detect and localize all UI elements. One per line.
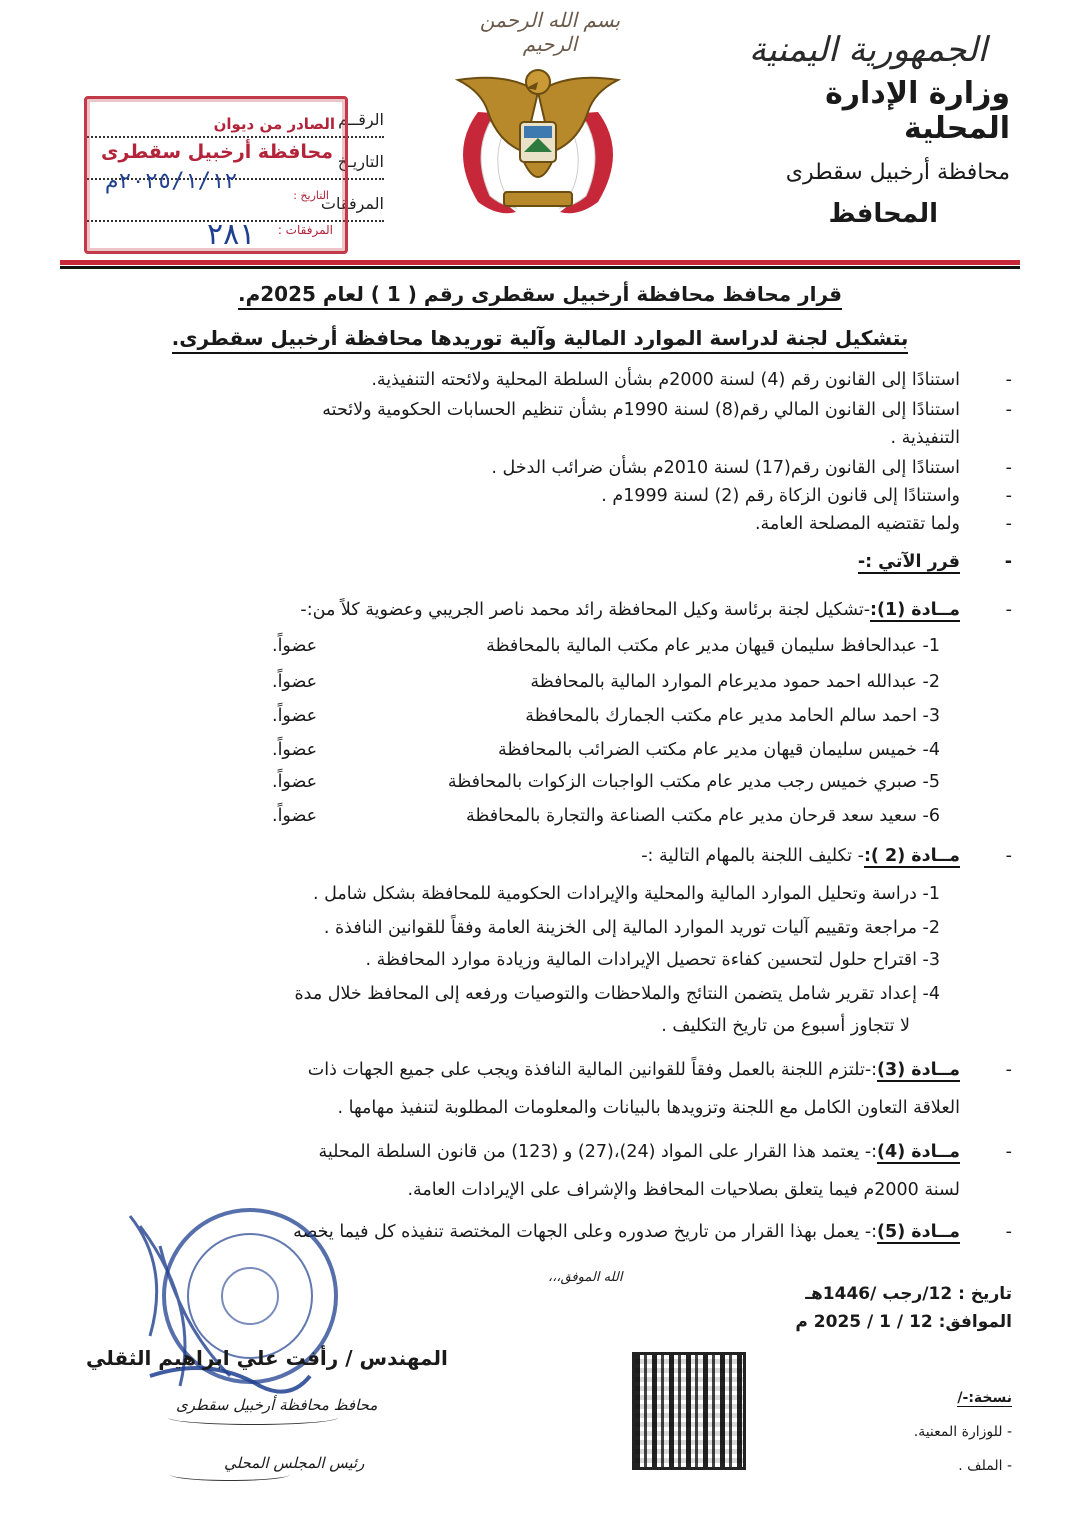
member-row: 2- عبدالله احمد حمود مديرعام الموارد المالية بالمحافظة bbox=[530, 672, 940, 692]
closing-phrase: الله الموفق،،، bbox=[548, 1270, 623, 1285]
member-role: عضواً. bbox=[272, 706, 318, 726]
header-block bbox=[718, 30, 1018, 229]
stamp-number: ٢٨١ bbox=[207, 217, 256, 252]
qr-code-icon bbox=[632, 1352, 746, 1470]
ref-number-label: الرقــم bbox=[338, 110, 384, 129]
member-role: عضواً. bbox=[272, 636, 318, 656]
official-seal-icon bbox=[110, 1186, 340, 1416]
preamble-item: - استنادًا إلى القانون رقم (4) لسنة 2000م بشأن السلطة المحلية ولائحته التنفيذية. bbox=[371, 370, 1012, 390]
gregorian-date: الموافق: 12 / 1 / 2025 م bbox=[795, 1312, 1012, 1332]
article-3-text: :-تلتزم اللجنة بالعمل وفقاً للقوانين المالية النافذة ويجب على جميع الجهات ذات bbox=[307, 1060, 878, 1080]
preamble-item-cont: التنفيذية . bbox=[890, 428, 960, 448]
task-row: 4- إعداد تقرير شامل يتضمن النتائج والملاحظات والتوصيات ورفعه إلى المحافظ خلال مدة bbox=[294, 984, 940, 1004]
signature-stroke bbox=[170, 1468, 290, 1481]
ref-date-label: التاريـخ bbox=[337, 152, 384, 171]
header-divider-red bbox=[60, 260, 1020, 265]
member-row: 1- عبدالحافظ سليمان قيهان مدير عام مكتب المالية بالمحافظة bbox=[486, 636, 940, 656]
article-4-continuation: لسنة 2000م فيما يتعلق بصلاحيات المحافظ والإشراف على الإيرادات العامة. bbox=[407, 1180, 960, 1200]
signatory-name: المهندس / رأفت علي ابراهيم الثقلي bbox=[86, 1346, 448, 1370]
signatory-title-governor: محافظ محافظة أرخبيل سقطرى bbox=[176, 1396, 378, 1414]
signatory-title-council: رئيس المجلس المحلي bbox=[224, 1454, 365, 1472]
article-2-label: مــادة (2 ): bbox=[863, 846, 960, 866]
yemen-eagle-emblem-icon bbox=[438, 52, 638, 224]
article-4-text: :- يعتمد هذا القرار على المواد (24)،(27) و (123) من قانون السلطة المحلية bbox=[318, 1142, 878, 1162]
article-4: - مــادة (4):- يعتمد هذا القرار على المواد (24)،(27) و (123) من قانون السلطة المحلية bbox=[318, 1142, 1012, 1162]
stamp-attachments-label: المرفقات : bbox=[277, 223, 333, 237]
header-divider-black bbox=[60, 266, 1020, 269]
task-row: 2- مراجعة وتقييم آليات توريد الموارد المالية إلى الخزينة العامة وفقاً للقوانين النافذة . bbox=[323, 918, 940, 938]
stamp-date-value: ٢٠٢٥/١/١٢م bbox=[105, 169, 238, 194]
task-4-continuation: لا تتجاوز أسبوع من تاريخ التكليف . bbox=[661, 1016, 910, 1036]
article-5: - مــادة (5):- يعمل بهذا القرار من تاريخ صدوره وعلى الجهات المختصة تنفيذه كل فيما يخصه bbox=[293, 1222, 1012, 1242]
stamp-governorate: محافظة أرخبيل سقطرى bbox=[100, 141, 333, 163]
task-row: 1- دراسة وتحليل الموارد المالية والمحلية والإيرادات الحكومية للمحافظة بشكل شامل . bbox=[313, 884, 940, 904]
member-row: 6- سعيد سعد قرحان مدير عام مكتب الصناعة والتجارة بالمحافظة bbox=[466, 806, 940, 826]
registry-stamp bbox=[84, 96, 348, 254]
office-title: المحافظ bbox=[828, 199, 938, 229]
member-row: 3- احمد سالم الحامد مدير عام مكتب الجمارك بالمحافظة bbox=[525, 706, 940, 726]
governorate-name: محافظة أرخبيل سقطرى bbox=[785, 160, 1010, 185]
basmala: بسم الله الرحمن الرحيم bbox=[479, 8, 621, 56]
article-3: - مــادة (3):-تلتزم اللجنة بالعمل وفقاً للقوانين المالية النافذة ويجب على جميع الجهات ذات bbox=[307, 1060, 1012, 1080]
stamp-date-label: التاريخ : bbox=[293, 189, 329, 202]
article-3-continuation: العلاقة التعاون الكامل مع اللجنة وتزويدها بالبيانات والمعلومات المطلوبة لتنفيذ مهامها . bbox=[337, 1098, 960, 1118]
stamp-issuer: الصادر من ديوان bbox=[213, 115, 335, 133]
decision-title: قرار محافظ محافظة أرخبيل سقطرى رقم ( 1 ) لعام 2025م. bbox=[60, 282, 1020, 306]
preamble-item: - استنادًا إلى القانون رقم(17) لسنة 2010م بشأن ضرائب الدخل . bbox=[491, 458, 1012, 478]
copies-label: نسخة:-/ bbox=[957, 1390, 1012, 1406]
article-1-text: -تشكيل لجنة برئاسة وكيل المحافظة رائد محمد ناصر الجريبي وعضوية كلاً من:- bbox=[300, 600, 871, 620]
member-role: عضواً. bbox=[272, 740, 318, 760]
decision-subject: بتشكيل لجنة لدراسة الموارد المالية وآلية توريدها محافظة أرخبيل سقطرى. bbox=[60, 326, 1020, 350]
member-row: 5- صبري خميس رجب مدير عام مكتب الواجبات الزكوات بالمحافظة bbox=[447, 772, 940, 792]
article-3-label: مــادة (3) bbox=[877, 1060, 960, 1080]
preamble-item: - واستنادًا إلى قانون الزكاة رقم (2) لسنة 1999م . bbox=[601, 486, 1012, 506]
task-row: 3- اقتراح حلول لتحسين كفاءة تحصيل الإيرادات المالية وزيادة موارد المحافظة . bbox=[365, 950, 940, 970]
preamble-item: - استنادًا إلى القانون المالي رقم(8) لسنة 1990م بشأن تنظيم الحسابات الحكومية ولائحته bbox=[322, 400, 1012, 420]
country-name: الجمهورية اليمنية bbox=[748, 30, 988, 70]
member-role: عضواً. bbox=[272, 806, 318, 826]
decided-heading: - قرر الآتي :- bbox=[857, 552, 1012, 572]
ministry-name: وزارة الإدارة المحلية bbox=[825, 76, 1010, 146]
article-5-label: مــادة (5) bbox=[877, 1222, 960, 1242]
ref-attachments-label: المرفقات bbox=[320, 194, 384, 213]
member-role: عضواً. bbox=[272, 772, 318, 792]
article-5-text: :- يعمل بهذا القرار من تاريخ صدوره وعلى الجهات المختصة تنفيذه كل فيما يخصه bbox=[293, 1222, 878, 1242]
hijri-date: تاريخ : 12/رجب /1446هـ bbox=[805, 1284, 1012, 1304]
signature-stroke bbox=[168, 1410, 338, 1425]
copy-recipient: - للوزارة المعنية. bbox=[913, 1424, 1012, 1440]
member-row: 4- خميس سليمان قيهان مدير عام مكتب الضرائب بالمحافظة bbox=[498, 740, 940, 760]
article-1-label: مــادة (1): bbox=[870, 600, 960, 620]
article-1: - مــادة (1):-تشكيل لجنة برئاسة وكيل المحافظة رائد محمد ناصر الجريبي وعضوية كلاً من:- bbox=[300, 600, 1012, 620]
article-2: - مــادة (2 ):- تكليف اللجنة بالمهام التالية :- bbox=[641, 846, 1012, 866]
preamble-item: - ولما تقتضيه المصلحة العامة. bbox=[754, 514, 1012, 534]
member-role: عضواً. bbox=[272, 672, 318, 692]
copy-recipient: - الملف . bbox=[958, 1458, 1012, 1474]
article-4-label: مــادة (4) bbox=[877, 1142, 960, 1162]
article-2-text: - تكليف اللجنة بالمهام التالية :- bbox=[641, 846, 864, 866]
